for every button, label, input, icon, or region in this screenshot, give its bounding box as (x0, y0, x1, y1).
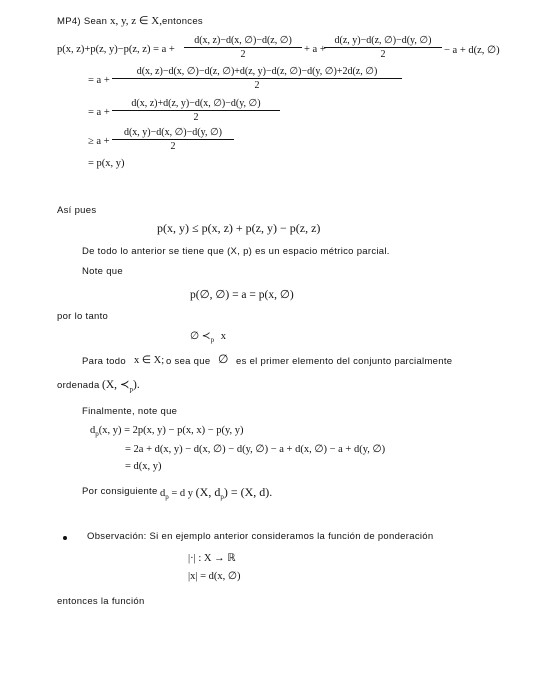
eq-empty-prec-sym: ∅ ≺ (190, 331, 211, 342)
ordenada-math-sub: p (129, 385, 134, 394)
de-todo-text: De todo lo anterior se tiene que (X, p) es un espacio métrico parcial. (82, 246, 390, 257)
mp4-then: entonces (162, 16, 203, 27)
asi-pues: Así pues (57, 205, 97, 216)
eq-row3-frac (112, 98, 280, 123)
concl-pair1-sub: p (220, 493, 224, 502)
dp-l1-d: d (90, 425, 96, 436)
eq-row1-frac2-num: d(z, y)−d(z, ∅)−d(y, ∅) (334, 35, 432, 46)
eq-row1-frac2 (324, 35, 442, 60)
eq-row1-frac2-den: 2 (380, 49, 386, 60)
eq-row2-frac (112, 66, 402, 91)
eq-row4-lead: ≥ a + (88, 136, 110, 147)
finalmente: Finalmente, note que (82, 406, 178, 417)
eq-p-empty: p(∅, ∅) = a = p(x, ∅) (190, 289, 294, 301)
eq-row1-frac1-num: d(x, z)−d(x, ∅)−d(z, ∅) (194, 35, 292, 46)
eq-row2-lead: = a + (88, 75, 110, 86)
observacion: Observación: Si en ejemplo anterior consideramos la función de ponderación (87, 531, 434, 542)
concl-sub: p (165, 493, 169, 502)
concl-mid: = d y (171, 488, 194, 499)
obs-line2: |x| = d(x, ∅) (188, 571, 241, 582)
eq-row1-tail: − a + d(z, ∅) (444, 45, 500, 56)
ordenada-math (102, 377, 140, 393)
eq-row5: = p(x, y) (88, 158, 125, 169)
dp-l1-sub: p (95, 430, 99, 439)
ordenada-math-close: ). (133, 379, 140, 391)
obs-line1: |·| : X → ℝ (188, 553, 236, 564)
dp-line3: = d(x, y) (125, 461, 162, 472)
note-que-1: Note que (82, 266, 123, 277)
ineq-main: p(x, y) ≤ p(x, z) + p(z, y) − p(z, z) (157, 221, 321, 235)
eq-empty-prec-sub: p (210, 336, 215, 345)
dp-l1-rest: (x, y) = 2p(x, y) − p(x, x) − p(y, y) (98, 425, 244, 436)
dp-line2: = 2a + d(x, y) − d(x, ∅) − d(y, ∅) − a + d(x, ∅) − a + d(y, ∅) (125, 444, 386, 455)
eq-row1-frac1-den: 2 (240, 49, 246, 60)
eq-row3-den: 2 (193, 112, 199, 123)
eq-row4-den: 2 (170, 141, 176, 152)
concl-eq (160, 485, 272, 501)
eq-empty-prec (190, 330, 226, 344)
por-consiguiente: Por consiguiente (82, 486, 158, 497)
dp-line1 (90, 425, 244, 438)
eq-row3-num: d(x, z)+d(z, y)−d(x, ∅)−d(y, ∅) (131, 98, 261, 109)
para-todo-empty: ∅ (218, 352, 229, 366)
eq-row2-num: d(x, z)−d(x, ∅)−d(z, ∅)+d(z, y)−d(z, ∅)−d(y, ∅)+2d(z, ∅) (136, 66, 378, 77)
concl-pair1: (X, d (195, 485, 221, 499)
por-lo-tanto: por lo tanto (57, 311, 109, 322)
mp4-label: MP4) Sean (57, 16, 108, 27)
eq-row1-frac1 (184, 35, 302, 60)
eq-row1-lhs: p(x, z)+p(z, y)−p(z, z) = a + (57, 44, 175, 55)
eq-row4-num: d(x, y)−d(x, ∅)−d(y, ∅) (123, 127, 223, 138)
eq-row3-lead: = a + (88, 107, 110, 118)
para-todo-2: o sea que (166, 356, 211, 367)
eq-row4-frac (112, 127, 234, 152)
entonces-funcion: entonces la función (57, 596, 145, 607)
concl-pair1-close: ) = (X, d). (223, 485, 273, 499)
para-todo-3: es el primer elemento del conjunto parcialmente (236, 356, 453, 367)
para-todo-math: x ∈ X; (134, 355, 165, 366)
mp4-vars: x, y, z ∈ X, (110, 15, 162, 27)
concl-d: d (160, 488, 166, 499)
para-todo-1: Para todo (82, 356, 126, 367)
eq-row1-mid: + a + (304, 44, 326, 55)
eq-empty-prec-x: x (220, 331, 226, 342)
ordenada-1: ordenada (57, 380, 100, 391)
ordenada-math-open: (X, ≺ (102, 379, 130, 391)
bullet-icon (63, 536, 67, 540)
eq-row2-den: 2 (254, 80, 260, 91)
